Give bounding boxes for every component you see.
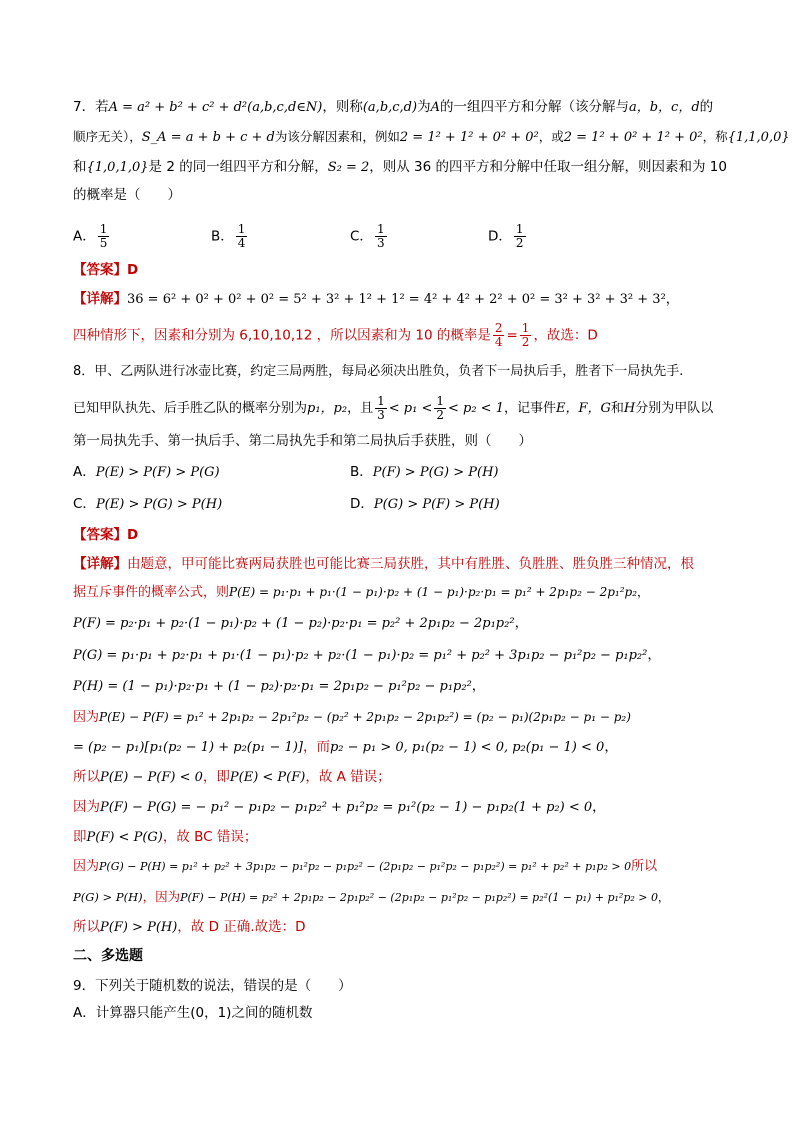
q8-detail-1: 【详解】由题意，甲可能比赛两局获胜也可能比赛三局获胜，其中有胜胜、负胜胜、胜负胜三种情况，根	[73, 556, 694, 572]
answer-tag: 【答案】	[73, 527, 127, 543]
q7-option-a[interactable]: A． $\frac{1}{5}$	[73, 222, 108, 250]
q9-line-1: 9．下列关于随机数的说法，错误的是（ ）	[73, 978, 352, 994]
q8-line-3: 第一局执先手、第一执后手、第二局执先手和第二局执后手获胜，则（ ）	[73, 433, 532, 449]
fraction: $\frac{1}{2}$	[521, 321, 530, 349]
fraction: $\frac{2}{4}$	[494, 321, 503, 349]
detail-tag: 【详解】	[73, 556, 127, 572]
answer-value: D	[127, 262, 139, 278]
q8-detail-10: 即P(F) < P(G)，故 BC 错误；	[73, 829, 258, 845]
q8-detail-13: 所以P(F) > P(H)，故 D 正确.故选：D	[73, 919, 306, 935]
q8-detail-12: P(G) > P(H)，因为P(F) − P(H) = p₂² + 2p₁p₂ − 2p₁p₂² − (2p₁p₂ − p₁²p₂ − p₁p₂²) = p₂²(1 − p₁) + p₁²p₂ > 0，	[73, 889, 669, 904]
q7-answer	[73, 260, 138, 280]
fraction: $\frac{1}{3}$	[377, 394, 385, 422]
q8-detail-9: 因为P(F) − P(G) = − p₁² − p₁p₂ − p₁p₂² + p₁²p₂ = p₁²(p₂ − 1) − p₁p₂(1 + p₂) < 0，	[73, 799, 606, 815]
math: A = a² + b² + c² + d²(a,b,c,d∈N)	[108, 100, 323, 115]
q8-line-2: 已知甲队执先、后手胜乙队的概率分别为p₁，p₂，且 $\frac{1}{3}$ < p₁ < $\frac{1}{2}$ < p₂ < 1，记事件E，F，G和H分别为甲队以	[73, 394, 714, 422]
q8-option-c[interactable]: C．P(E) > P(G) > P(H)	[73, 496, 223, 512]
q8-detail-3: P(F) = p₂·p₁ + p₂·(1 − p₁)·p₂ + (1 − p₂)·p₂·p₁ = p₂² + 2p₁p₂ − 2p₁p₂²，	[73, 615, 529, 631]
q7-option-d[interactable]: D． $\frac{1}{2}$	[488, 222, 524, 250]
q7-line-2: 顺序无关），S_A = a + b + c + d为该分解因素和，例如2 = 1² + 1² + 0² + 0²，或2 = 1² + 0² + 1² + 0²，称{1,1,0,0}	[73, 129, 790, 145]
q8-detail-11: 因为P(G) − P(H) = p₁² + p₂² + 3p₁p₂ − p₁²p₂ − p₁p₂² − (2p₁p₂ − p₁²p₂ − p₁p₂²) = p₁² + p₂² + p₁p₂ > 0所以	[73, 859, 658, 874]
detail-tag: 【详解】	[73, 291, 127, 307]
q8-answer	[73, 525, 138, 545]
q8-option-d[interactable]: D．P(G) > P(F) > P(H)	[350, 496, 500, 512]
answer-tag: 【答案】	[73, 262, 127, 278]
fraction: $\frac{1}{2}$	[515, 222, 524, 250]
q7-detail-1: 【详解】36 = 6² + 0² + 0² + 0² = 5² + 3² + 1² + 1² = 4² + 4² + 2² + 0² = 3² + 3² + 3² + 3²，	[73, 291, 679, 307]
answer-value: D	[127, 527, 139, 543]
q9-option-a[interactable]: A．计算器只能产生(0，1)之间的随机数	[73, 1005, 313, 1021]
q8-detail-4: P(G) = p₁·p₁ + p₂·p₁ + p₁·(1 − p₁)·p₂ + p₂·(1 − p₁)·p₂ = p₁² + p₂² + 3p₁p₂ − p₁²p₂ − p₁p₂²，	[73, 647, 661, 663]
fraction: $\frac{1}{5}$	[99, 222, 108, 250]
q7-line-4: 的概率是（ ）	[73, 187, 181, 203]
q7-detail-2: 四种情形下，因素和分别为 6,10,10,12 ，所以因素和为 10 的概率是 $\frac{2}{4}$ = $\frac{1}{2}$ ，故选：D	[73, 321, 598, 349]
q7-option-b[interactable]: B． $\frac{1}{4}$	[211, 222, 246, 250]
fraction: $\frac{1}{2}$	[436, 394, 444, 422]
section-heading: 二、多选题	[73, 948, 143, 964]
q8-detail-8: 所以P(E) − P(F) < 0，即P(E) < P(F)，故 A 错误；	[73, 769, 391, 785]
q8-option-b[interactable]: B．P(F) > P(G) > P(H)	[350, 464, 499, 480]
q8-line-1: 8．甲、乙两队进行冰壶比赛，约定三局两胜，每局必须决出胜负，负者下一局执后手，胜者下一局执先手.	[73, 364, 684, 379]
q7-line-3: 和{1,0,1,0}是 2 的同一组四平方和分解，S₂ = 2，则从 36 的四平方和分解中任取一组分解，则因素和为 10	[73, 159, 727, 175]
q7-option-c[interactable]: C． $\frac{1}{3}$	[350, 222, 385, 250]
q8-detail-6: 因为P(E) − P(F) = p₁² + 2p₁p₂ − 2p₁²p₂ − (p₂² + 2p₁p₂ − 2p₁p₂²) = (p₂ − p₁)(2p₁p₂ − p₁ − p₂)	[73, 710, 631, 725]
q7-line-1: 7．若A = a² + b² + c² + d²(a,b,c,d∈N)，则称(a,b,c,d)为A的一组四平方和分解（该分解与a，b，c，d的	[73, 99, 714, 115]
q8-option-a[interactable]: A．P(E) > P(F) > P(G)	[73, 464, 220, 480]
q8-detail-5: P(H) = (1 − p₁)·p₂·p₁ + (1 − p₂)·p₂·p₁ = 2p₁p₂ − p₁²p₂ − p₁p₂²，	[73, 678, 486, 694]
fraction: $\frac{1}{4}$	[237, 222, 246, 250]
q7-number: 7．若	[73, 99, 109, 115]
q8-detail-7: = (p₂ − p₁)[p₁(p₂ − 1) + p₂(p₁ − 1)]，而p₂ − p₁ > 0, p₁(p₂ − 1) < 0, p₂(p₁ − 1) < 0，	[73, 739, 618, 755]
q8-detail-2: 据互斥事件的概率公式，则P(E) = p₁·p₁ + p₁·(1 − p₁)·p₂ + (1 − p₁)·p₂·p₁ = p₁² + 2p₁p₂ − 2p₁²p₂，	[73, 585, 650, 600]
fraction: $\frac{1}{3}$	[376, 222, 385, 250]
